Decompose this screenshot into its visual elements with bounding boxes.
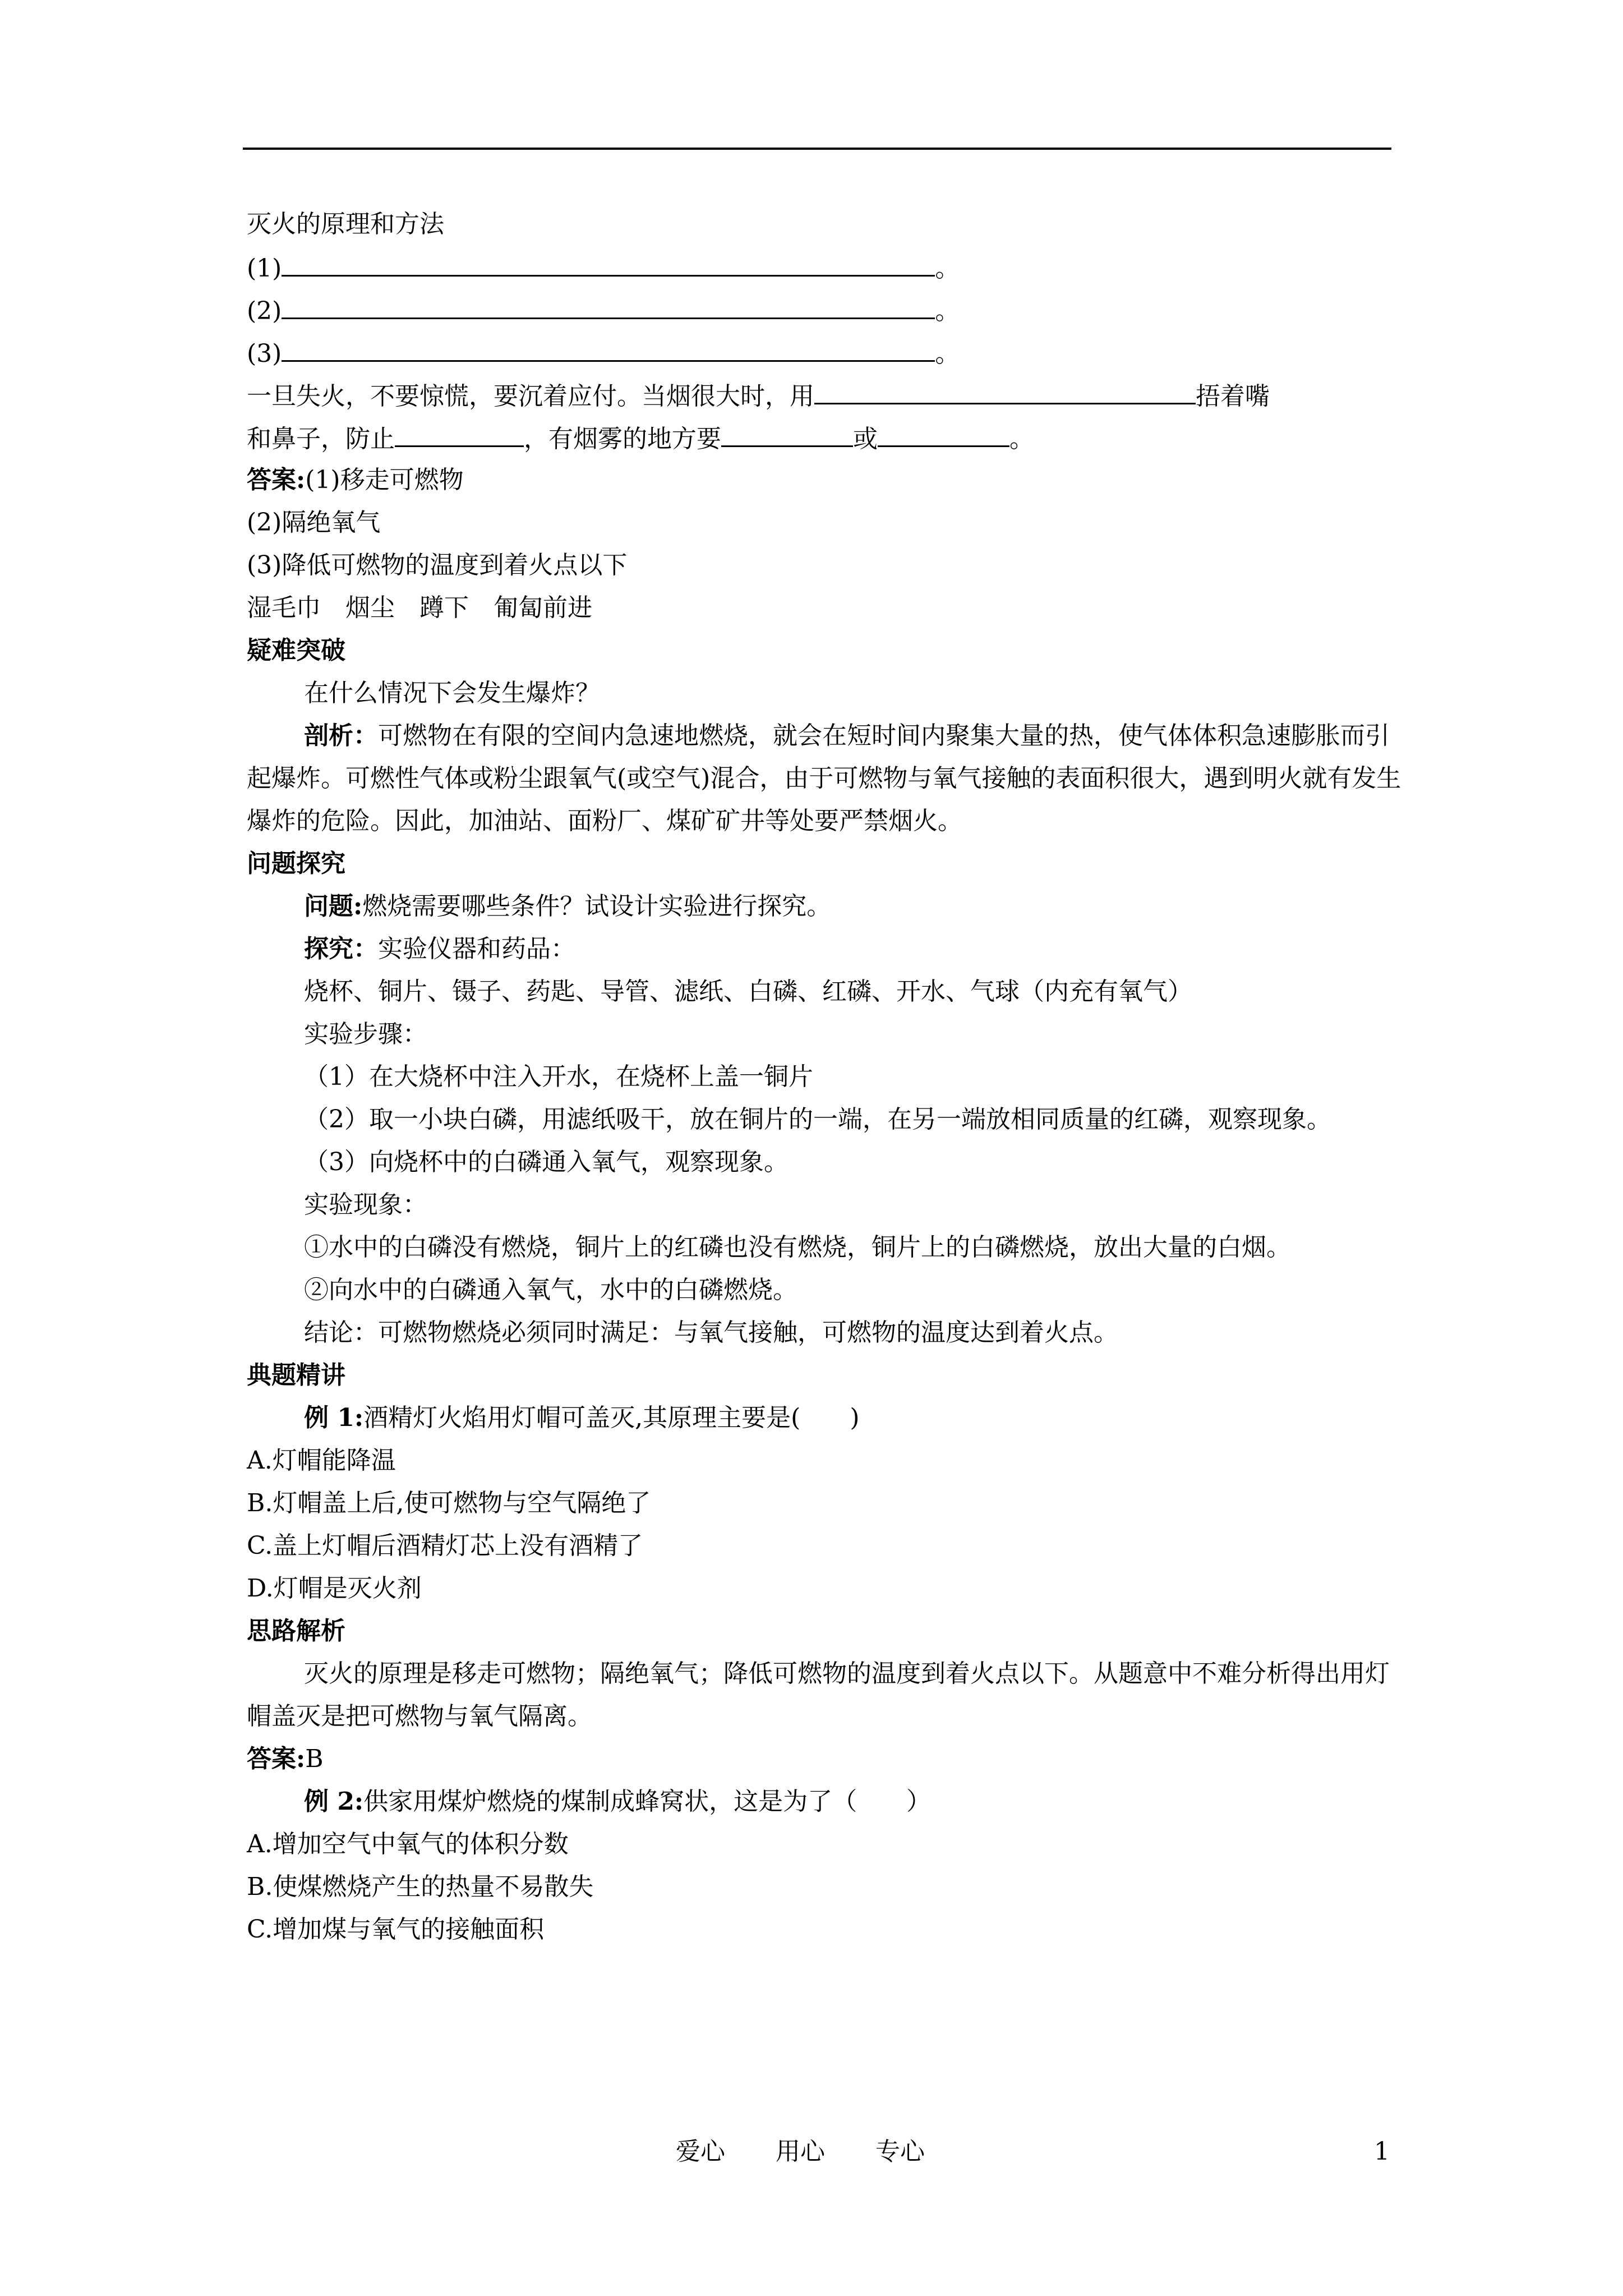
- example-text: 供家用煤炉燃烧的煤制成蜂窝状，这是为了（ ）: [363, 1787, 932, 1816]
- example-1-option-d: D.灯帽是灭火剂: [247, 1574, 422, 1603]
- blank-item-1: [247, 246, 1402, 288]
- fill-text: 和鼻子，防止: [247, 425, 395, 453]
- example-label: 例 2:: [304, 1787, 364, 1816]
- fill-text: 一旦失火，不要惊慌，要沉着应付。当烟很大时，用: [247, 382, 814, 411]
- blank-line: [282, 288, 935, 319]
- fill-text: 或: [853, 425, 878, 453]
- answer-1-line-3: (3)降低可燃物的温度到着火点以下: [247, 551, 628, 579]
- example-1-question: [247, 1397, 1402, 1439]
- blank-period: 。: [935, 339, 960, 368]
- blank-line: [282, 246, 935, 277]
- question-label: 问题:: [304, 892, 363, 921]
- motto-3: 专心: [875, 2137, 925, 2166]
- analysis-label: 剖析：: [304, 721, 378, 750]
- page-number: 1: [1374, 2137, 1390, 2166]
- example-1-option-b: B.灯帽盖上后,使可燃物与空气隔绝了: [247, 1489, 651, 1517]
- example-1-option-a: A.灯帽能降温: [247, 1446, 396, 1475]
- blank-line: [878, 416, 1009, 447]
- blank-item-label: (2): [247, 297, 282, 325]
- answer-label: 答案:: [247, 466, 306, 494]
- motto-1: 爱心: [676, 2137, 725, 2166]
- difficulty-analysis: [247, 715, 1402, 843]
- answer-value: B: [305, 1745, 324, 1773]
- fill-sentence-line-1: [247, 374, 1402, 416]
- analysis-heading: 思路解析: [247, 1617, 345, 1645]
- example-2-option-a: A.增加空气中氧气的体积分数: [247, 1830, 569, 1858]
- footer-motto: [676, 2135, 925, 2169]
- step-1: （1）在大烧杯中注入开水，在烧杯上盖一铜片: [304, 1062, 813, 1091]
- blank-item-3: [247, 331, 1402, 374]
- page-content: [247, 203, 1402, 1951]
- example-2-question: [247, 1780, 1402, 1823]
- fill-sentence-line-2: [247, 416, 1402, 459]
- blank-line: [282, 331, 935, 362]
- difficulty-question: 在什么情况下会发生爆炸？: [304, 679, 600, 707]
- examples-heading: 典题精讲: [247, 1361, 345, 1389]
- example-1-answer: [247, 1738, 1402, 1780]
- section-title: 灭火的原理和方法: [247, 210, 444, 238]
- conclusion: 结论：可燃物燃烧必须同时满足：与氧气接触，可燃物的温度达到着火点。: [304, 1318, 1118, 1347]
- answer-1-line-1: [247, 459, 1402, 501]
- inquiry-materials: 烧杯、铜片、镊子、药匙、导管、滤纸、白磷、红磷、开水、气球（内充有氧气）: [304, 977, 1192, 1006]
- example-2-option-c: C.增加煤与氧气的接触面积: [247, 1915, 545, 1944]
- blank-item-label: (1): [247, 254, 282, 283]
- blank-line: [395, 416, 524, 447]
- inquiry-question: [247, 885, 1402, 928]
- step-3: （3）向烧杯中的白磷通入氧气，观察现象。: [304, 1148, 789, 1176]
- question-text: 燃烧需要哪些条件？试设计实验进行探究。: [362, 892, 832, 921]
- phenomena-title: 实验现象：: [304, 1190, 427, 1219]
- fill-text: 。: [1009, 425, 1034, 453]
- blank-period: 。: [935, 297, 960, 325]
- analysis-paragraph: 灭火的原理是移走可燃物；隔绝氧气；降低可燃物的温度到着火点以下。从题意中不难分析得出用灯帽盖灭是把可燃物与氧气隔离。: [247, 1659, 1390, 1731]
- example-1-option-c: C.盖上灯帽后酒精灯芯上没有酒精了: [247, 1531, 643, 1560]
- answer-text: (1)移走可燃物: [305, 466, 464, 494]
- step-2: （2）取一小块白磷，用滤纸吸干，放在铜片的一端，在另一端放相同质量的红磷，观察现象。: [304, 1105, 1331, 1134]
- inquiry-heading: 问题探究: [247, 849, 345, 878]
- steps-title: 实验步骤：: [304, 1020, 427, 1048]
- fill-text: ，有烟雾的地方要: [524, 425, 721, 453]
- example-2-option-b: B.使煤燃烧产生的热量不易散失: [247, 1872, 594, 1901]
- header-rule: [243, 148, 1391, 150]
- explore-label: 探究：: [304, 935, 378, 963]
- answer-1-line-2: (2)隔绝氧气: [247, 508, 381, 537]
- difficulty-heading: 疑难突破: [247, 636, 345, 665]
- fill-text: 捂着嘴: [1196, 382, 1270, 411]
- blank-line: [814, 374, 1196, 404]
- answer-1-line-4: 湿毛巾 烟尘 蹲下 匍匐前进: [247, 593, 592, 622]
- motto-2: 用心: [776, 2137, 825, 2166]
- example-text: 酒精灯火焰用灯帽可盖灭,其原理主要是( ): [363, 1404, 860, 1432]
- blank-period: 。: [935, 254, 960, 283]
- phenomenon-1: ①水中的白磷没有燃烧，铜片上的红磷也没有燃烧，铜片上的白磷燃烧，放出大量的白烟。: [304, 1233, 1291, 1262]
- blank-line: [721, 416, 853, 447]
- blank-item-2: [247, 288, 1402, 331]
- inquiry-explore: [247, 928, 1402, 970]
- answer-label: 答案:: [247, 1745, 306, 1773]
- analysis-text: 可燃物在有限的空间内急速地燃烧，就会在短时间内聚集大量的热，使气体体积急速膨胀而引起爆炸。可燃性气体或粉尘跟氧气(或空气)混合，由于可燃物与氧气接触的表面积很大，遇到明火就有发生爆炸的危险。因此，加油站、面粉厂、煤矿矿井等处要严禁烟火。: [247, 721, 1401, 835]
- explore-text: 实验仪器和药品：: [378, 935, 575, 963]
- phenomenon-2: ②向水中的白磷通入氧气，水中的白磷燃烧。: [304, 1276, 797, 1304]
- example-label: 例 1:: [304, 1404, 364, 1432]
- blank-item-label: (3): [247, 339, 282, 368]
